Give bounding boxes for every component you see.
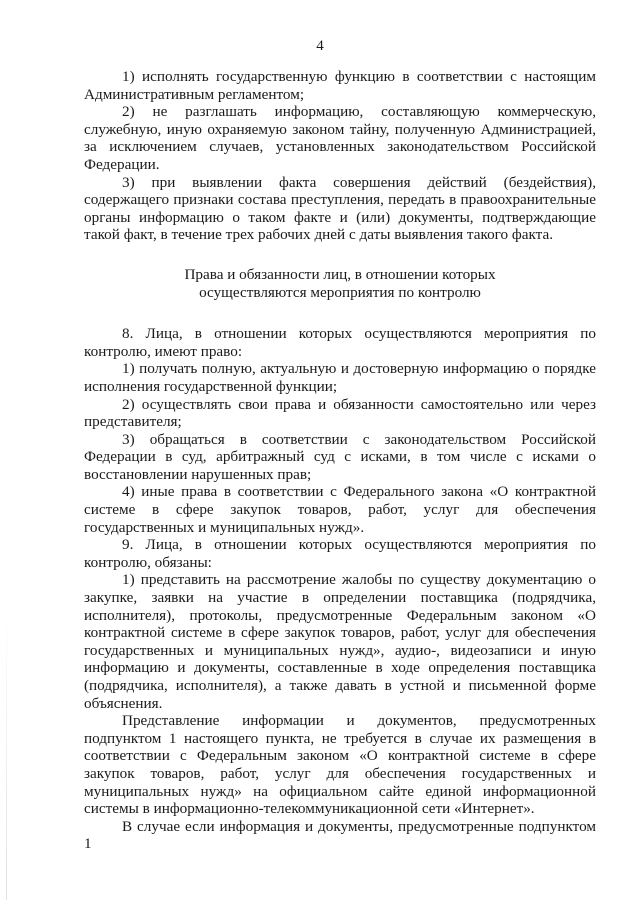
paragraph-duty-2: 2) не разглашать информацию, составляющую коммерческую, служебную, иную охраняемую законом тайну, полученную Администрацией, за исключением случаев, установленных законодательством Российской Федерации. <box>84 103 596 173</box>
section-heading-line-2: осуществляются мероприятия по контролю <box>199 283 481 301</box>
paragraph-duty-3: 3) при выявлении факта совершения действий (бездействия), содержащего признаки состава преступления, передать в правоохранительные органы информацию о таком факте и (или) документы, подтверждающие такой факт, в течение трех рабочих дней с даты выявления такого факта. <box>84 173 596 244</box>
paragraph-right-1: 1) получать полную, актуальную и достоверную информацию о порядке исполнения государственной функции; <box>84 360 596 395</box>
paragraph-item-8: 8. Лица, в отношении которых осуществляются мероприятия по контролю, имеют право: <box>84 325 596 360</box>
paragraph-provision-note: Представление информации и документов, предусмотренных подпунктом 1 настоящего пункта, не требуется в случае их размещения в соответствии с Федеральным законом «О контрактной системе в сфере закупок товаров, работ, услуг для обеспечения государственных и муниципальных нужд» на официальном сайте единой информационной системы в информационно-телекоммуникационной сети «Интернет». <box>84 712 596 818</box>
scan-edge-shadow <box>6 600 7 900</box>
section-heading-line-1: Права и обязанности лиц, в отношении которых <box>184 265 496 283</box>
section-heading <box>84 266 596 301</box>
paragraph-continuation: В случае если информация и документы, предусмотренные подпунктом 1 <box>84 817 596 853</box>
paragraph-right-4: 4) иные права в соответствии с Федерального закона «О контрактной системе в сфере закупок товаров, работ, услуг для обеспечения государственных и муниципальных нужд». <box>84 483 596 536</box>
paragraph-right-2: 2) осуществлять свои права и обязанности самостоятельно или через представителя; <box>84 395 596 431</box>
page-number: 4 <box>316 38 324 54</box>
paragraph-duty-1: 1) исполнять государственную функцию в соответствии с настоящим Административным регламентом; <box>84 68 596 103</box>
document-body <box>84 68 596 853</box>
paragraph-obligation-1: 1) представить на рассмотрение жалобы по существу документацию о закупке, заявки на участие в определении поставщика (подрядчика, исполнителя), протоколы, предусмотренные Федеральным законом «О контрактной системе в сфере закупок товаров, работ, услуг для обеспечения государственных и муниципальных нужд», аудио-, видеозаписи и иную информацию и документы, составленные в ходе определения поставщика (подрядчика, исполнителя), а также давать в устной и письменной форме объяснения. <box>84 571 596 712</box>
paragraph-item-9: 9. Лица, в отношении которых осуществляются мероприятия по контролю, обязаны: <box>84 536 596 571</box>
paragraph-right-3: 3) обращаться в соответствии с законодательством Российской Федерации в суд, арбитражный суд с исками, в том числе с исками о восстановлении нарушенных прав; <box>84 430 596 483</box>
